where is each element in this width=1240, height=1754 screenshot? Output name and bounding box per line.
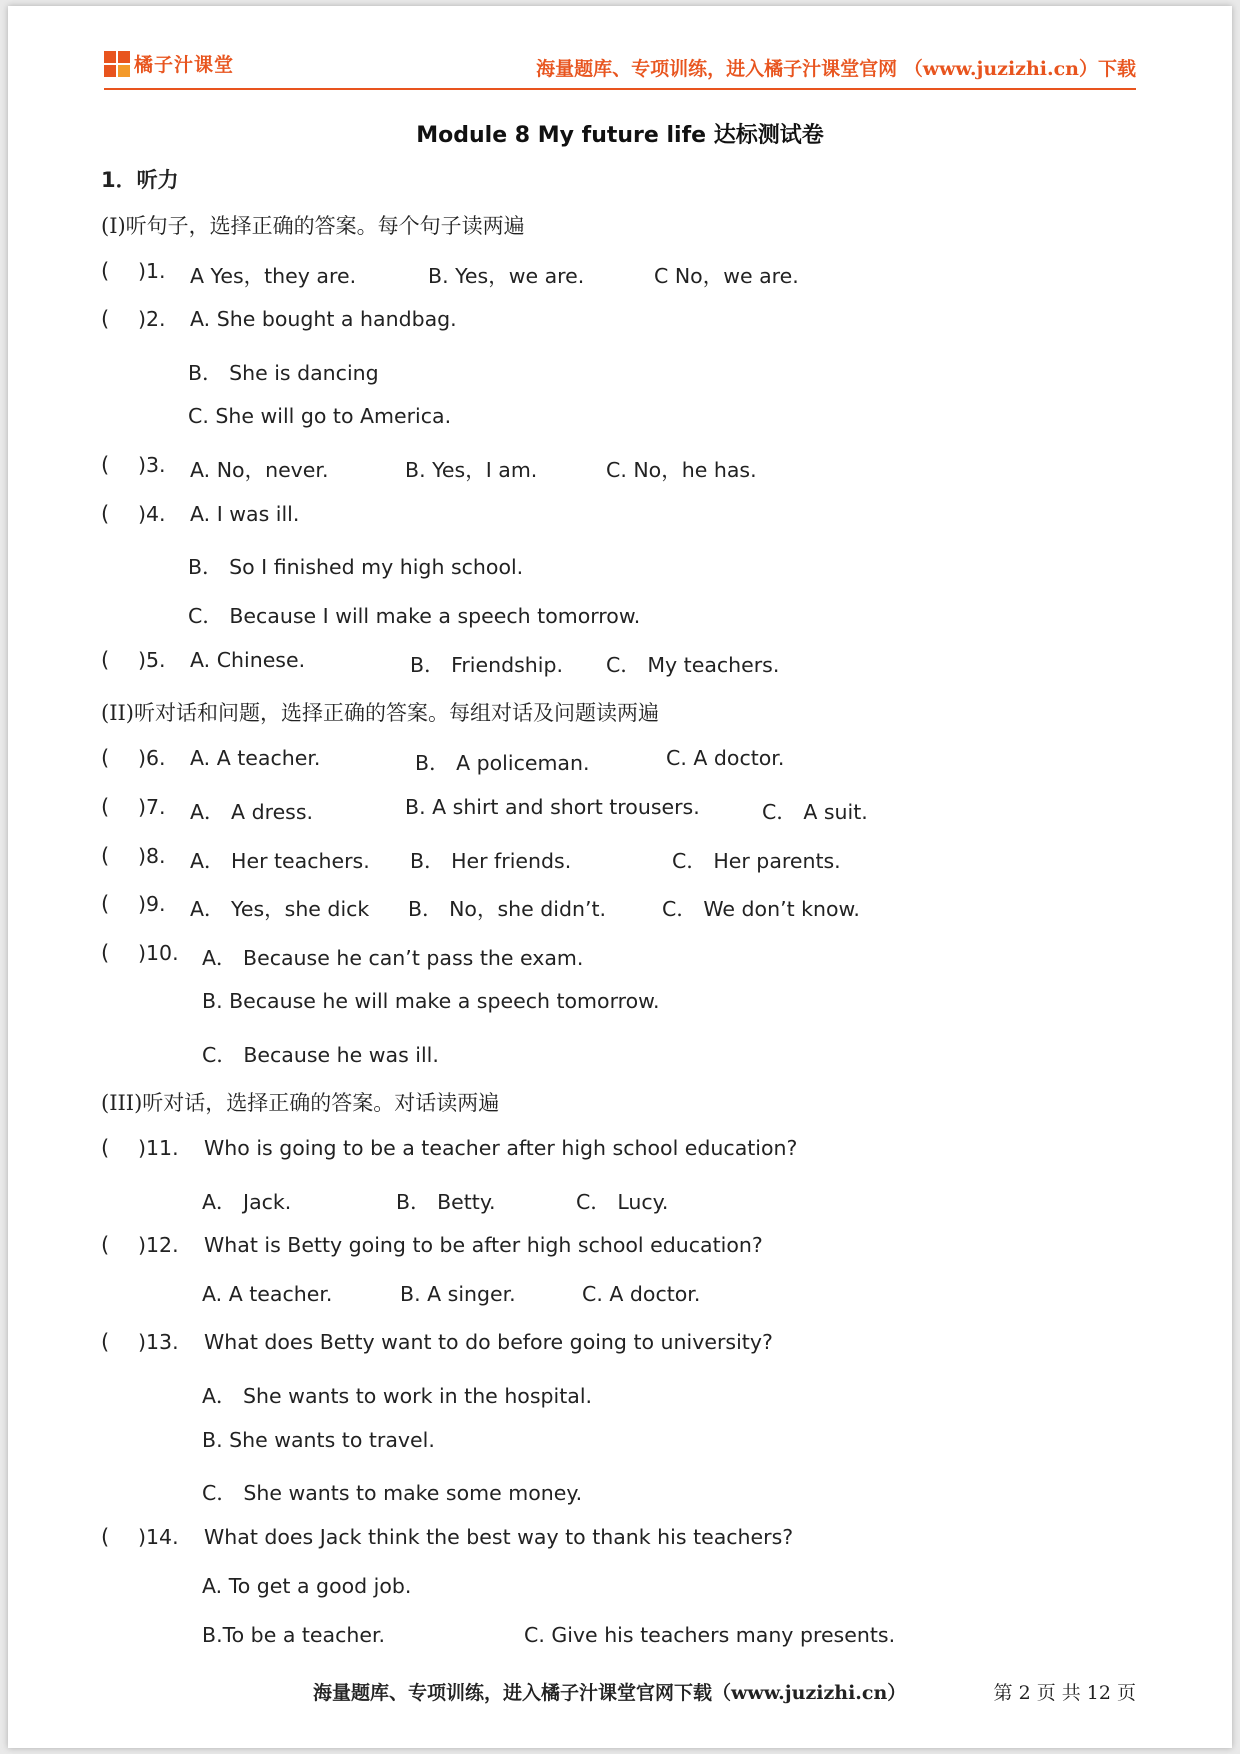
answer-blank[interactable]: ( bbox=[101, 453, 110, 477]
page-title: Module 8 My future life 达标测试卷 bbox=[416, 123, 824, 148]
option-a: A． Her teachers. bbox=[190, 849, 370, 873]
question-number: )11. bbox=[138, 1136, 179, 1160]
question-number: )6. bbox=[138, 746, 166, 770]
answer-blank[interactable]: ( bbox=[101, 1233, 110, 1257]
question-number: )12. bbox=[138, 1233, 179, 1257]
logo-text: 橘子汁课堂 bbox=[134, 54, 235, 76]
question-text: Who is going to be a teacher after high school education? bbox=[204, 1136, 798, 1160]
option-c: C． She wants to make some money. bbox=[202, 1481, 583, 1505]
question-text: What is Betty going to be after high school education? bbox=[204, 1233, 763, 1257]
option-c: C． Because I will make a speech tomorrow. bbox=[188, 604, 641, 628]
site-logo[interactable] bbox=[104, 50, 234, 77]
answer-blank[interactable]: ( bbox=[101, 1525, 110, 1549]
question-number: )1. bbox=[138, 259, 166, 283]
question-number: )7. bbox=[138, 795, 166, 819]
document-page bbox=[8, 6, 1232, 1748]
option-a: A. A teacher. bbox=[202, 1282, 333, 1306]
option-c: C． Her parents. bbox=[672, 849, 841, 873]
option-a: A. A teacher. bbox=[190, 746, 321, 770]
option-a: A. Chinese. bbox=[190, 648, 306, 672]
part1-heading: (I)听句子，选择正确的答案。每个句子读两遍 bbox=[101, 214, 525, 238]
option-c: C． My teachers. bbox=[606, 653, 780, 677]
option-b: B． Betty. bbox=[396, 1190, 496, 1214]
question-number: )9. bbox=[138, 892, 166, 916]
option-b: B. Yes，I am. bbox=[405, 458, 538, 482]
answer-blank[interactable]: ( bbox=[101, 307, 110, 331]
question-number: )10. bbox=[138, 941, 179, 965]
question-number: )3. bbox=[138, 453, 166, 477]
answer-blank[interactable]: ( bbox=[101, 1330, 110, 1354]
question-number: )2. bbox=[138, 307, 166, 331]
option-b: B. She wants to travel. bbox=[202, 1428, 435, 1452]
option-b: B． She is dancing bbox=[188, 361, 379, 385]
option-a: A． She wants to work in the hospital. bbox=[202, 1384, 593, 1408]
option-b: B． Her friends. bbox=[410, 849, 572, 873]
answer-blank[interactable]: ( bbox=[101, 892, 110, 916]
question-number: )5. bbox=[138, 648, 166, 672]
option-a: A. No，never. bbox=[190, 458, 329, 482]
part2-heading: (II)听对话和问题，选择正确的答案。每组对话及问题读两遍 bbox=[101, 701, 659, 725]
option-b: B． So I finished my high school. bbox=[188, 555, 524, 579]
footer-promo: 海量题库、专项训练，进入橘子汁课堂官网下载（www.juzizhi.cn） bbox=[313, 1682, 907, 1704]
answer-blank[interactable]: ( bbox=[101, 1136, 110, 1160]
option-c: C． Lucy. bbox=[576, 1190, 669, 1214]
option-a: A． Because he can’t pass the exam. bbox=[202, 946, 584, 970]
option-b: B. Because he will make a speech tomorrow. bbox=[202, 989, 660, 1013]
option-a: A. I was ill. bbox=[190, 502, 300, 526]
option-c: C． We don’t know. bbox=[662, 897, 860, 921]
option-c: C. She will go to America. bbox=[188, 404, 452, 428]
question-number: )8. bbox=[138, 844, 166, 868]
option-b: B． No，she didn’t. bbox=[408, 897, 607, 921]
option-b: B. A singer. bbox=[400, 1282, 516, 1306]
option-c: C No，we are. bbox=[654, 264, 799, 288]
answer-blank[interactable]: ( bbox=[101, 502, 110, 526]
question-number: )13. bbox=[138, 1330, 179, 1354]
option-a: A． Yes，she dick bbox=[190, 897, 370, 921]
option-a: A. To get a good job. bbox=[202, 1574, 412, 1598]
part3-heading: (III)听对话，选择正确的答案。对话读两遍 bbox=[101, 1091, 500, 1115]
header-divider bbox=[104, 88, 1136, 90]
page-number: 第 2 页 共 12 页 bbox=[993, 1682, 1136, 1704]
option-a: A． A dress. bbox=[190, 800, 314, 824]
option-b: B.To be a teacher. bbox=[202, 1623, 386, 1647]
question-number: )14. bbox=[138, 1525, 179, 1549]
option-c: C． A suit. bbox=[762, 800, 868, 824]
answer-blank[interactable]: ( bbox=[101, 259, 110, 283]
option-a: A Yes，they are. bbox=[190, 264, 357, 288]
option-c: C. A doctor. bbox=[582, 1282, 701, 1306]
option-c: C. Give his teachers many presents. bbox=[524, 1623, 896, 1647]
option-b: B． Friendship. bbox=[410, 653, 564, 677]
header-promo: 海量题库、专项训练，进入橘子汁课堂官网 （www.juzizhi.cn）下载 bbox=[536, 58, 1136, 80]
option-c: C． Because he was ill. bbox=[202, 1043, 439, 1067]
question-number: )4. bbox=[138, 502, 166, 526]
answer-blank[interactable]: ( bbox=[101, 746, 110, 770]
option-a: A． Jack. bbox=[202, 1190, 292, 1214]
option-c: C. No，he has. bbox=[606, 458, 757, 482]
logo-icon bbox=[104, 51, 130, 77]
option-b: B． A policeman. bbox=[415, 751, 590, 775]
option-b: B. A shirt and short trousers. bbox=[405, 795, 700, 819]
option-c: C. A doctor. bbox=[666, 746, 785, 770]
option-b: B. Yes，we are. bbox=[428, 264, 585, 288]
answer-blank[interactable]: ( bbox=[101, 648, 110, 672]
question-text: What does Betty want to do before going to university? bbox=[204, 1330, 773, 1354]
answer-blank[interactable]: ( bbox=[101, 795, 110, 819]
answer-blank[interactable]: ( bbox=[101, 941, 110, 965]
section-heading: 1．听力 bbox=[101, 168, 179, 192]
answer-blank[interactable]: ( bbox=[101, 844, 110, 868]
option-a: A. She bought a handbag. bbox=[190, 307, 457, 331]
question-text: What does Jack think the best way to thank his teachers? bbox=[204, 1525, 794, 1549]
